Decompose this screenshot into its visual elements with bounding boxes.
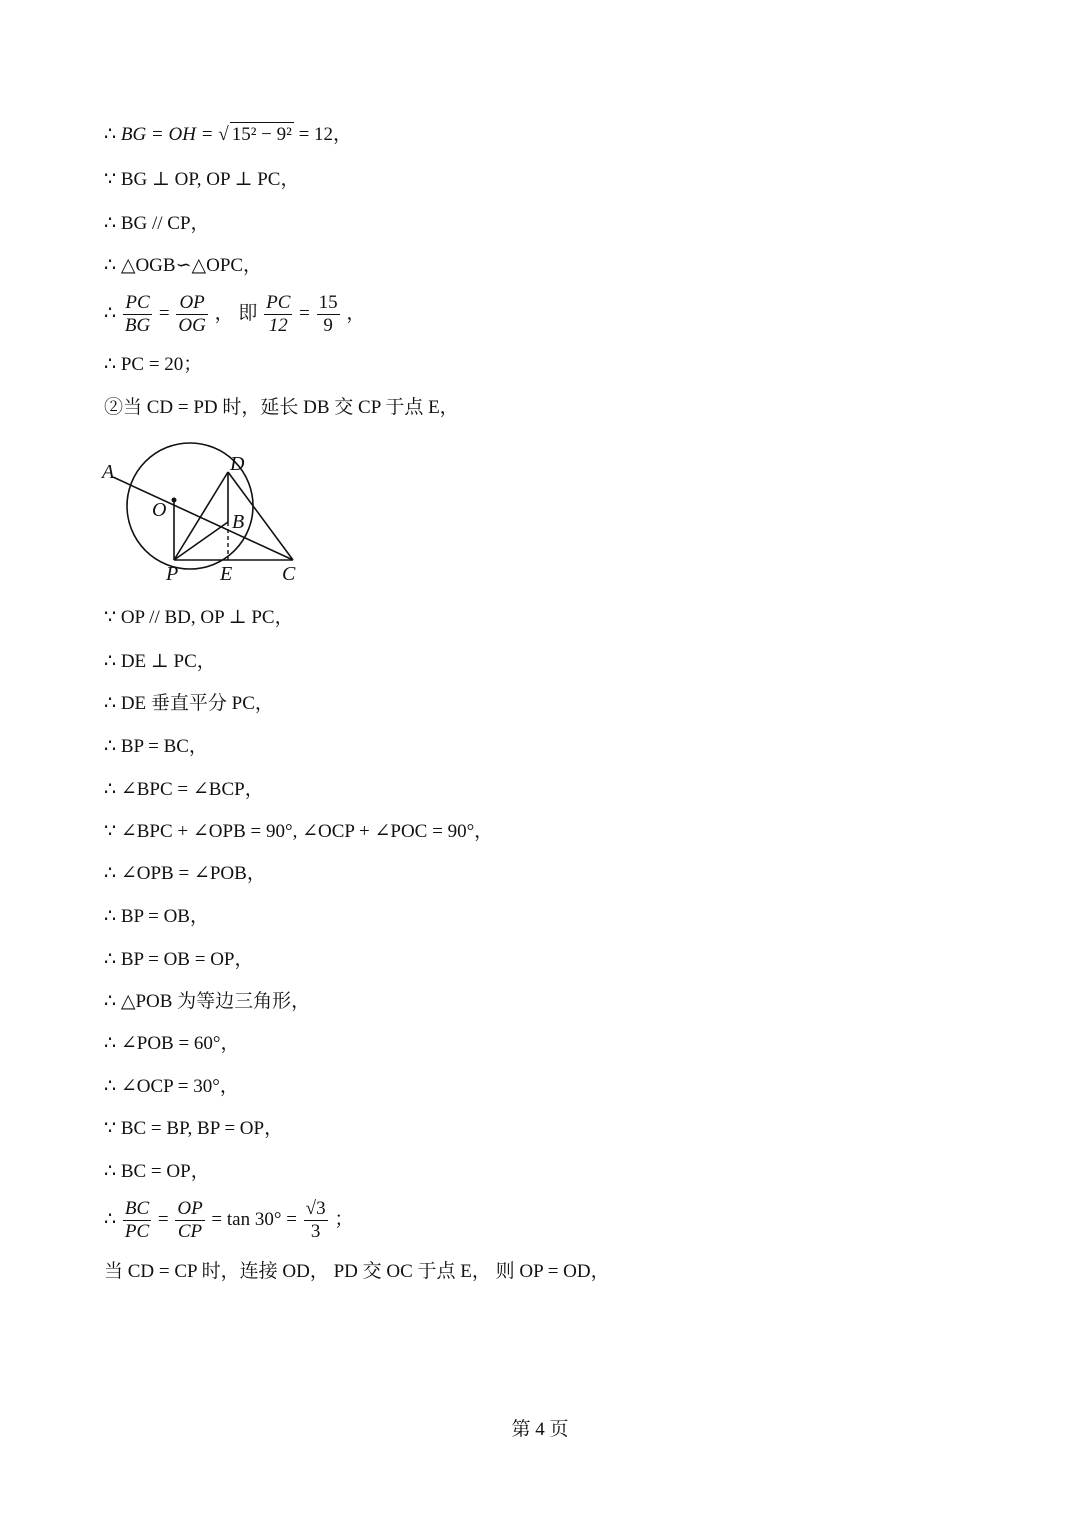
label-d: D bbox=[230, 453, 245, 475]
text-line: ∴ △POB 为等边三角形， bbox=[104, 991, 311, 1012]
text-line: ∴ ∠POB = 60°， bbox=[104, 1033, 240, 1054]
text-line: ∵ BG ⊥ OP, OP ⊥ PC， bbox=[104, 169, 300, 190]
text-line: ∴ BG = OH = √ 15² − 9² = 12， bbox=[104, 124, 353, 145]
text-line: ∴ ∠OPB = ∠POB， bbox=[104, 863, 266, 884]
text-line: ∴ PC = 20； bbox=[104, 354, 203, 375]
segment-pd bbox=[174, 472, 228, 560]
label-a: A bbox=[102, 461, 115, 483]
text-line: ∴ ∠OCP = 30°， bbox=[104, 1076, 239, 1097]
text-line: ∴ ∠BPC = ∠BCP， bbox=[104, 779, 264, 800]
label-o: O bbox=[152, 499, 167, 521]
text-line: 当 CD = CP 时，连接 OD， PD 交 OC 于点 E， 则 OP = OD， bbox=[104, 1261, 610, 1282]
segment-ac bbox=[113, 477, 293, 560]
point-o bbox=[172, 498, 177, 503]
text-line: ∵ OP // BD, OP ⊥ PC， bbox=[104, 607, 294, 628]
text-line: ∵ ∠BPC + ∠OPB = 90°, ∠OCP + ∠POC = 90°， bbox=[104, 821, 494, 842]
label-b: B bbox=[232, 511, 245, 533]
text-line: ∴ BP = OB， bbox=[104, 906, 209, 927]
geometry-figure bbox=[100, 440, 310, 590]
text-line: ∴ BC = OP， bbox=[104, 1161, 210, 1182]
text-line: ∴ DE 垂直平分 PC， bbox=[104, 693, 274, 714]
label-e: E bbox=[220, 563, 233, 585]
text-line: ②当 CD = PD 时，延长 DB 交 CP 于点 E， bbox=[104, 397, 459, 418]
text-line: ∵ BC = BP, BP = OP， bbox=[104, 1118, 284, 1139]
page-number: 第 4 页 bbox=[511, 1419, 569, 1440]
segment-pb bbox=[174, 522, 228, 560]
text-line: ∴ DE ⊥ PC， bbox=[104, 651, 216, 672]
label-p: P bbox=[166, 563, 179, 585]
label-c: C bbox=[282, 563, 296, 585]
text-line: ∴ BP = BC， bbox=[104, 736, 208, 757]
text-line: ∴ BG // CP， bbox=[104, 213, 210, 234]
text-line: ∴ BP = OB = OP， bbox=[104, 949, 254, 970]
fraction-line: ∴ $\frac{BC}{PC}$ = $\frac{OP}{CP}$ = tan 30° = $\frac{√3}{3}$ ； bbox=[104, 1198, 354, 1242]
fraction-line: ∴ $\frac{PC}{BG}$ = $\frac{OP}{OG}$ ， 即 $\frac{PC}{12}$ = $\frac{15}{9}$ ， bbox=[104, 292, 366, 336]
text-line: ∴ △OGB∽△OPC， bbox=[104, 255, 263, 276]
